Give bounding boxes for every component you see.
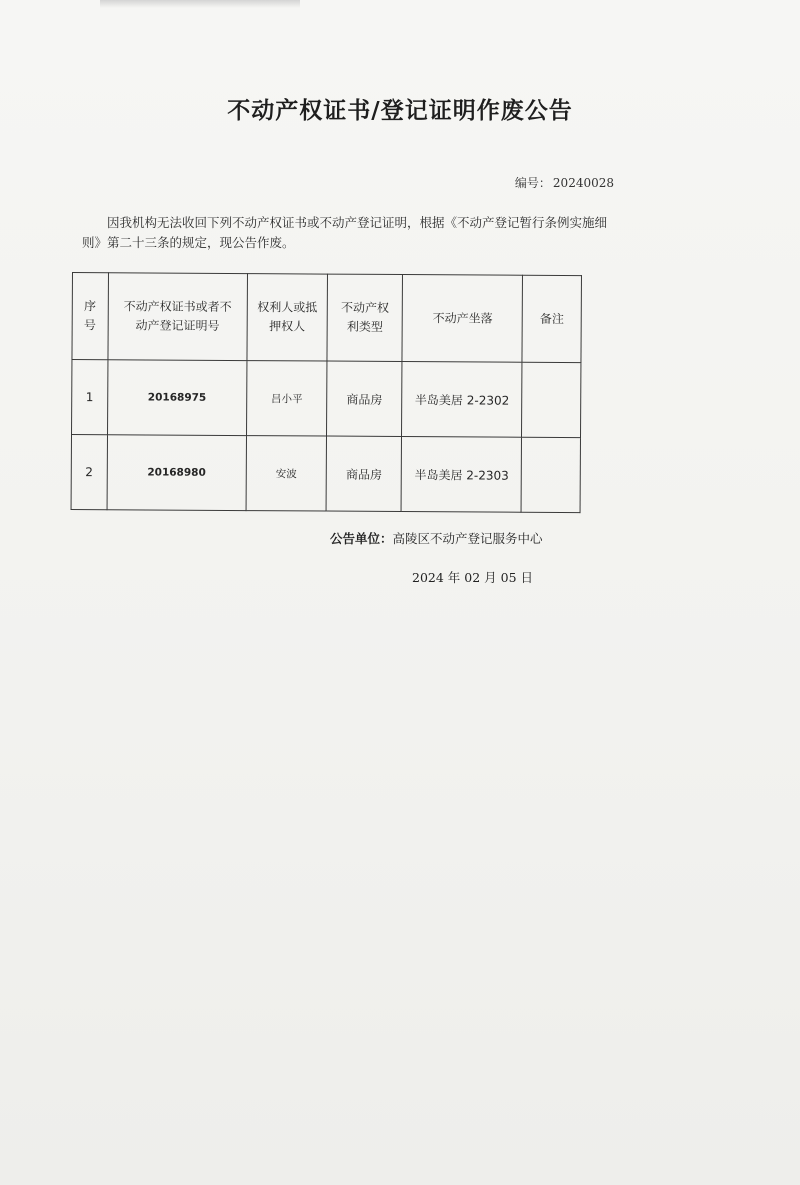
cell-note xyxy=(522,362,581,437)
header-no xyxy=(72,273,108,360)
cell-cert: 20168975 xyxy=(107,360,247,436)
header-cert-text: 不动产权证书或者不动产登记证明号 xyxy=(123,299,232,333)
issuing-unit-name: 高陵区不动产登记服务中心 xyxy=(392,531,543,546)
document-number-value: 20240028 xyxy=(552,176,614,190)
cell-no: 1 xyxy=(72,360,108,435)
header-holder xyxy=(247,274,328,361)
cell-holder: 安波 xyxy=(246,436,326,511)
issuing-unit xyxy=(330,529,543,547)
cell-type: 商品房 xyxy=(326,436,402,511)
header-cert xyxy=(108,273,248,361)
cell-holder: 吕小平 xyxy=(247,361,327,436)
header-location-text: 不动产坐落 xyxy=(432,310,493,326)
cell-no: 2 xyxy=(71,435,107,510)
notice-body: 因我机构无法收回下列不动产权证书或不动产登记证明，根据《不动产登记暂行条例实施细则》第二十三条的规定，现公告作废。 xyxy=(82,215,608,250)
document-title: 不动产权证书/登记证明作废公告 xyxy=(227,98,573,124)
header-holder-text: 权利人或抵押权人 xyxy=(257,300,318,334)
scan-shadow xyxy=(100,0,300,8)
document-number xyxy=(515,174,614,191)
header-location xyxy=(402,275,522,363)
cell-cert: 20168980 xyxy=(107,435,247,511)
document-number-label: 编号： xyxy=(514,176,551,190)
cell-location: 半岛美居 2-2302 xyxy=(402,362,522,438)
notice-table xyxy=(71,272,582,513)
issue-date: 2024 年 02 月 05 日 xyxy=(412,570,533,585)
header-note xyxy=(522,275,581,362)
header-note-text: 备注 xyxy=(539,311,564,326)
table-row xyxy=(71,435,580,513)
header-no-text: 序号 xyxy=(83,299,97,333)
cell-note xyxy=(521,437,580,512)
cell-location: 半岛美居 2-2303 xyxy=(401,437,521,513)
cell-type: 商品房 xyxy=(327,361,403,436)
header-type-text: 不动产权利类型 xyxy=(340,300,390,334)
table-row xyxy=(72,360,581,438)
header-type xyxy=(327,274,403,361)
issuing-unit-label: 公告单位： xyxy=(330,531,393,546)
table-header-row xyxy=(72,273,582,363)
